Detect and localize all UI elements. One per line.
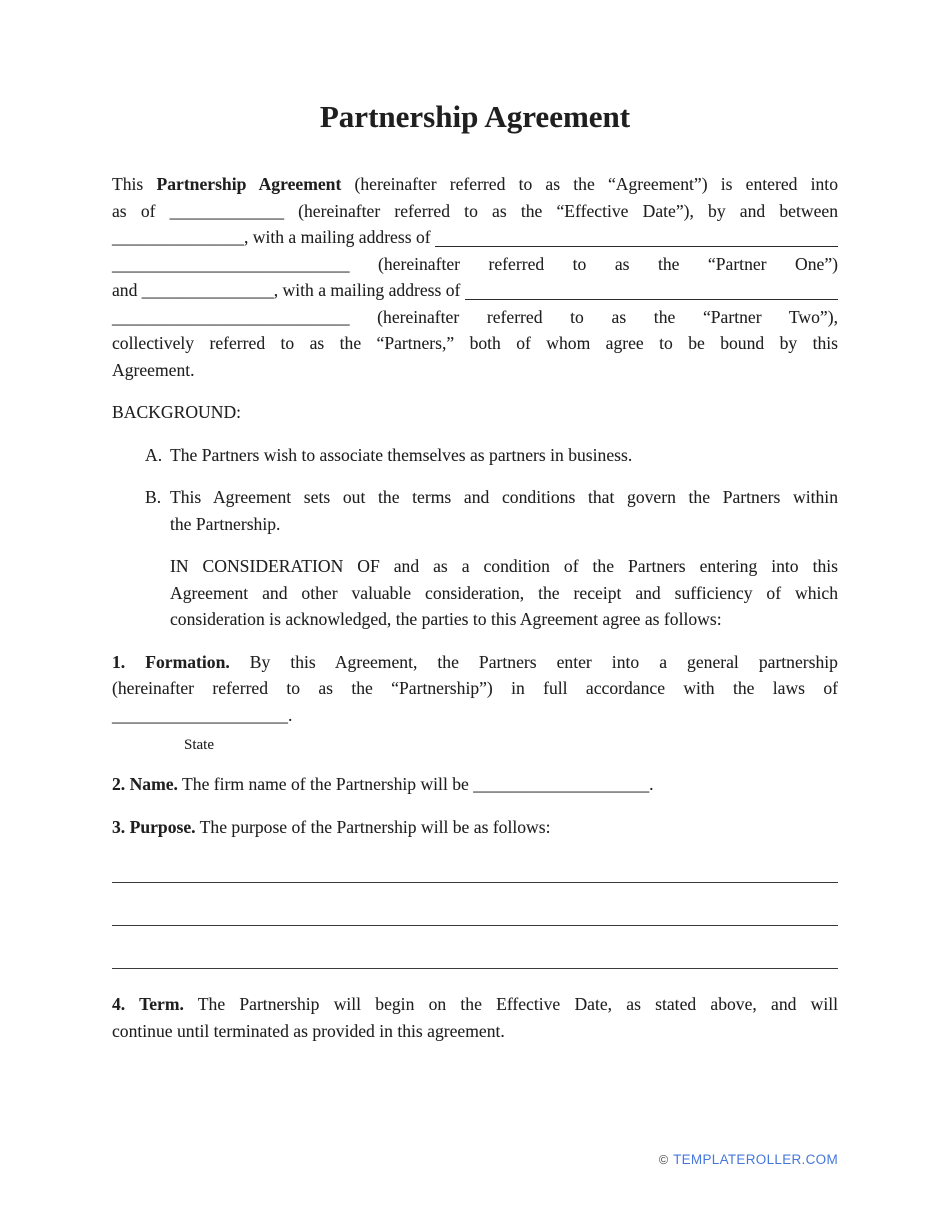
text-segment: 3. Purpose. xyxy=(112,816,196,837)
paragraph xyxy=(170,553,838,633)
paragraph xyxy=(112,399,838,426)
text-line xyxy=(112,771,838,798)
text-segment: IN CONSIDERATION OF and as a condition of the Partners entering into this xyxy=(170,556,838,576)
text-segment: Partnership Agreement xyxy=(156,174,342,194)
text-segment: The purpose of the Partnership will be as follows: xyxy=(195,816,551,837)
text-line xyxy=(112,224,838,251)
document-body xyxy=(112,97,838,1044)
blank-field xyxy=(435,224,838,247)
ruled-line xyxy=(112,883,838,926)
text-segment: By this Agreement, the Partners enter into a general partnership xyxy=(229,651,838,672)
text-segment: consideration is acknowledged, the parties to this Agreement agree as follows: xyxy=(170,609,722,629)
text-segment: and _______________, with a mailing address of xyxy=(112,280,465,300)
text-segment: The Partnership will begin on the Effective Date, as stated above, and will xyxy=(183,994,838,1014)
text-segment: continue until terminated as provided in this agreement. xyxy=(112,1020,505,1041)
ruled-line xyxy=(112,926,838,969)
text-segment: BACKGROUND: xyxy=(112,402,242,422)
paragraph xyxy=(112,649,838,729)
text-segment: (hereinafter referred to as the “Partnership”) in full accordance with the laws of xyxy=(112,678,838,698)
ruled-line xyxy=(112,856,838,883)
text-line xyxy=(112,649,838,676)
text-line xyxy=(170,511,838,538)
text-line xyxy=(170,606,838,633)
text-line xyxy=(170,484,838,511)
text-line xyxy=(112,702,838,729)
text-segment: as of _____________ (hereinafter referred to as the “Effective Date”), by and between xyxy=(112,200,838,221)
ruled-blank-lines xyxy=(112,856,838,969)
text-segment: This Agreement sets out the terms and conditions that govern the Partners within xyxy=(170,487,838,507)
text-segment: 1. Formation. xyxy=(112,651,230,672)
copyright-icon: © xyxy=(658,1153,669,1167)
text-line xyxy=(112,357,838,384)
text-line xyxy=(112,330,838,357)
doc-title: Partnership Agreement xyxy=(319,99,631,134)
footer-credit xyxy=(659,1152,838,1167)
paragraph xyxy=(112,484,838,537)
text-segment: The Partners wish to associate themselves as partners in business. xyxy=(170,444,633,465)
text-segment: Agreement. xyxy=(112,359,195,380)
text-line xyxy=(112,277,838,304)
blank-field xyxy=(465,277,838,300)
text-segment: The firm name of the Partnership will be ____________________. xyxy=(177,774,654,794)
paragraph xyxy=(112,771,838,798)
text-segment: _______________, with a mailing address of xyxy=(112,227,436,247)
list-item-label: A. xyxy=(145,444,163,465)
text-line xyxy=(112,198,838,225)
paragraph xyxy=(112,171,838,383)
text-line xyxy=(170,580,838,607)
text-line xyxy=(112,399,838,426)
text-line xyxy=(112,814,838,841)
text-line xyxy=(112,991,838,1018)
text-segment: the Partnership. xyxy=(170,513,281,534)
text-line xyxy=(170,442,838,469)
brand-link[interactable]: TEMPLATEROLLER.COM xyxy=(673,1152,838,1167)
text-segment: This xyxy=(112,174,157,194)
text-segment: Agreement and other valuable consideration, the receipt and sufficiency of which xyxy=(170,582,838,603)
text-segment: (hereinafter referred to as the “Agreement”) is entered into xyxy=(341,174,838,194)
paragraph xyxy=(112,991,838,1044)
paragraph xyxy=(112,442,838,469)
text-line xyxy=(112,1018,838,1045)
text-segment: 2. Name. xyxy=(112,774,178,794)
text-segment: ___________________________ (hereinafter referred to as the “Partner One”) xyxy=(112,253,838,274)
text-line xyxy=(112,171,838,198)
paragraph xyxy=(112,814,838,841)
text-segment: 4. Term. xyxy=(112,994,184,1014)
text-line xyxy=(112,251,838,278)
text-segment: ___________________________ (hereinafter referred to as the “Partner Two”), xyxy=(112,306,838,327)
text-segment: ____________________. xyxy=(112,704,293,725)
list-item-label: B. xyxy=(145,487,162,507)
state-label: State xyxy=(184,737,214,753)
text-line xyxy=(112,304,838,331)
text-line xyxy=(112,675,838,702)
text-line xyxy=(170,553,838,580)
text-segment: collectively referred to as the “Partners,” both of whom agree to be bound by this xyxy=(112,333,838,353)
